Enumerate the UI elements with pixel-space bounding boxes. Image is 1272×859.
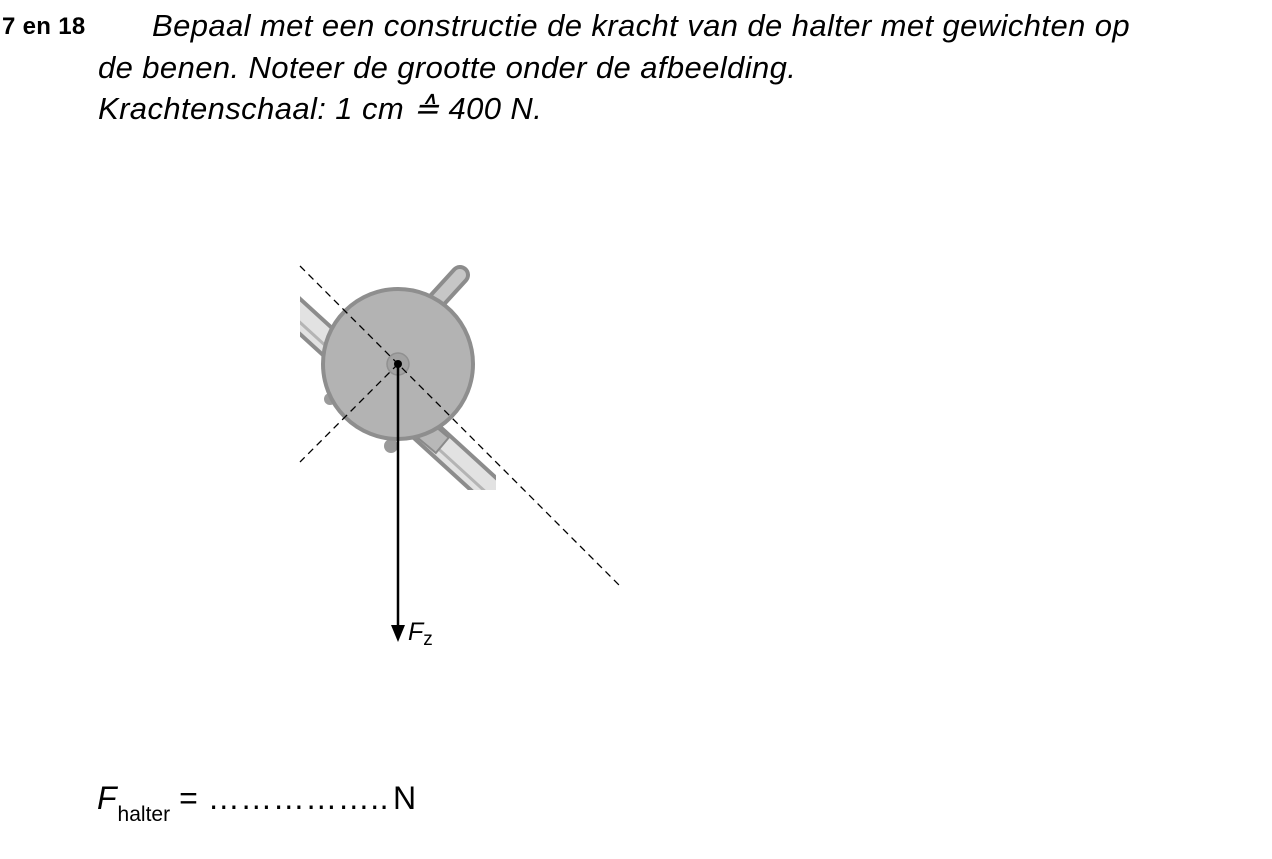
question-text-line-3: Krachtenschaal: 1 cm ≙ 400 N. [98,91,543,126]
answer-force-symbol: F [97,780,117,816]
answer-line [97,780,417,826]
answer-force-subscript: halter [117,803,171,826]
gravity-force-label [408,618,433,650]
gravity-force-subscript: z [423,629,433,650]
question-text-line-2: de benen. Noteer de grootte onder de afbeelding. [98,50,797,85]
gravity-force-symbol: F [408,618,424,646]
answer-blank[interactable]: …………….. [207,780,390,816]
clamp-knob-bottom [384,439,398,453]
question-number: 7 en 18 [2,13,86,40]
gravity-force-arrowhead [391,625,405,642]
question-text-line-1: Bepaal met een constructie de kracht van de halter met gewichten op [152,8,1131,43]
answer-equals: = [179,780,198,816]
answer-unit: N [393,780,417,816]
